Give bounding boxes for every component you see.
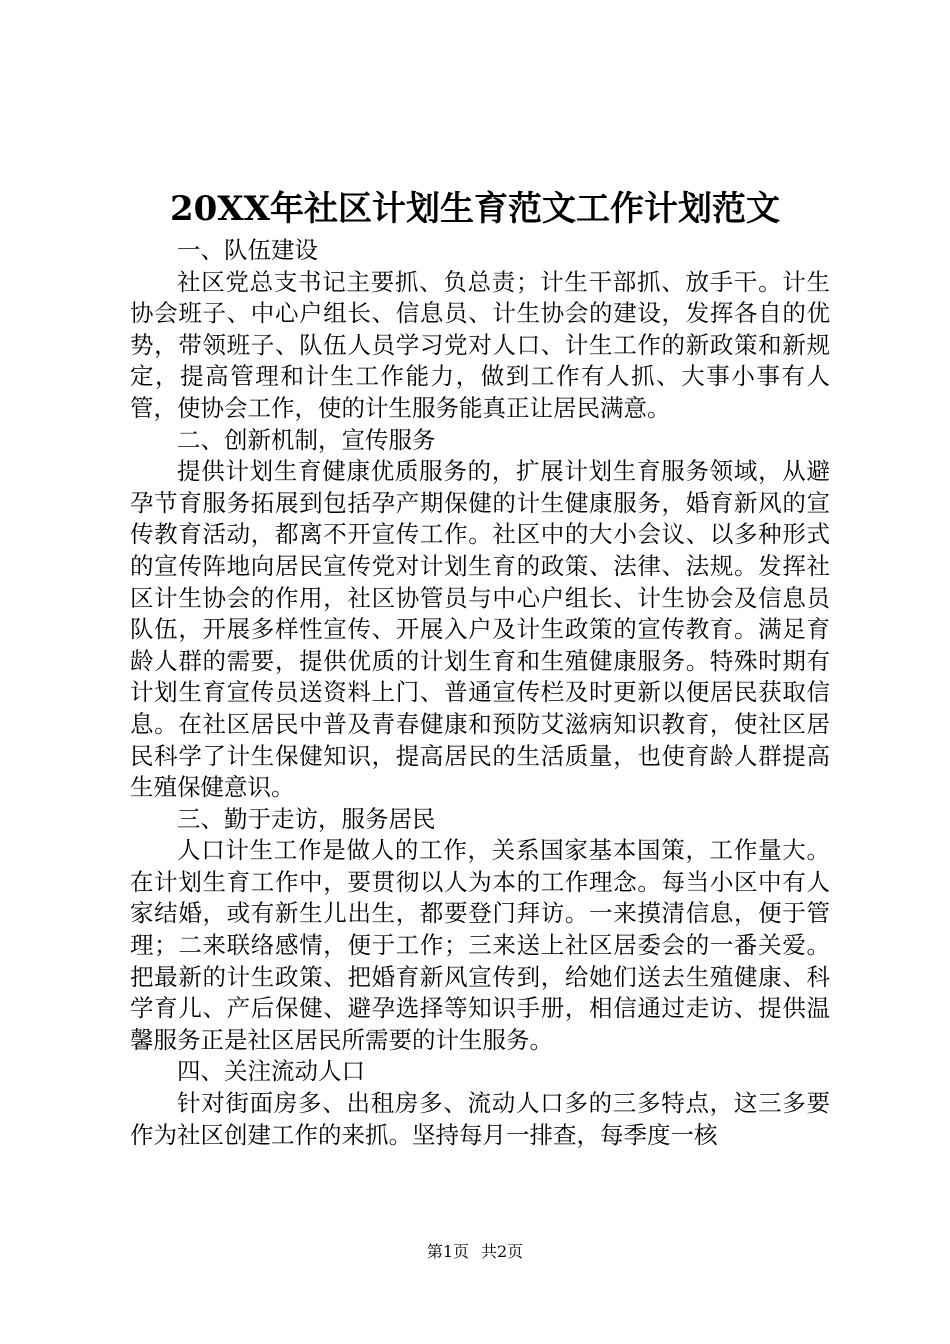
section-heading: 一、队伍建设 <box>177 236 318 264</box>
paragraph: 人口计生工作是做人的工作，关系国家基本国策，工作量大。在计划生育工作中，要贯彻以人为本的工作理念。每当小区中有人家结婚，或有新生儿出生，都要登门拜访。一来摸清信息，便于管理；二来联络感情，便于工作；三来送上社区居委会的一番关爱。把最新的计生政策、把婚育新风宣传到，给她们送去生殖健康、科学育儿、产后保健、避孕选择等知识手册，相信通过走访、提供温馨服务正是社区居民所需要的计生服务。 <box>130 836 830 1054</box>
page-footer <box>0 1240 950 1264</box>
document-body <box>130 235 830 1151</box>
document-title: 20XX年社区计划生育范文工作计划范文 <box>169 189 781 229</box>
section-heading: 二、创新机制，宣传服务 <box>177 425 436 454</box>
paragraph: 提供计划生育健康优质服务的，扩展计划生育服务领域，从避孕节育服务拓展到包括孕产期保健的计生健康服务，婚育新风的宣传教育活动，都离不开宣传工作。社区中的大小会议、以多种形式的宣传阵地向居民宣传党对计划生育的政策、法律、法规。发挥社区计生协会的作用，社区协管员与中心户组长、计生协会及信息员队伍，开展多样性宣传、开展入户及计生政策的宣传教育。满足育龄人群的需要，提供优质的计划生育和生殖健康服务。特殊时期有计划生育宣传员送资料上门、普通宣传栏及时更新以便居民获取信息。在社区居民中普及青春健康和预防艾滋病知识教育，使社区居民科学了计生保健知识，提高居民的生活质量，也使育龄人群提高生殖保健意识。 <box>130 457 830 802</box>
paragraph: 针对街面房多、出租房多、流动人口多的三多特点，这三多要作为社区创建工作的来抓。坚持每月一排查，每季度一核 <box>130 1089 830 1149</box>
section-heading: 四、关注流动人口 <box>177 1057 365 1086</box>
paragraph: 社区党总支书记主要抓、负总责；计生干部抓、放手干。计生协会班子、中心户组长、信息员、计生协会的建设，发挥各自的优势，带领班子、队伍人员学习党对人口、计生工作的新政策和新规定，提高管理和计生工作能力，做到工作有人抓、大事小事有人管，使协会工作，使的计生服务能真正让居民满意。 <box>130 267 830 422</box>
section-heading: 三、勤于走访，服务居民 <box>177 804 436 833</box>
page-number-current: 第1页 <box>426 1242 469 1261</box>
page-number-total: 共2页 <box>481 1242 524 1261</box>
